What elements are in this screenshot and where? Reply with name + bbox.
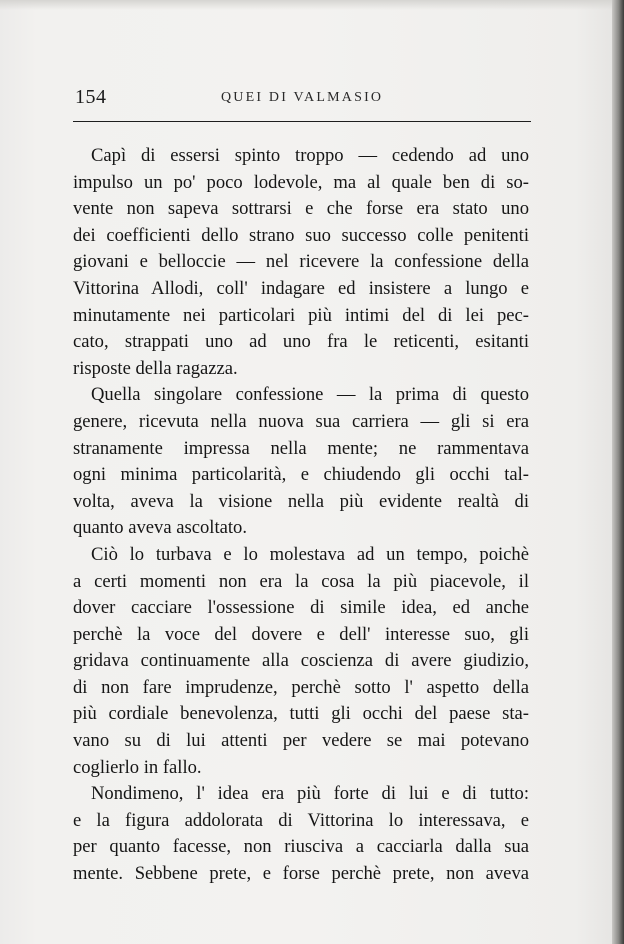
text-line: dover cacciare l'ossessione di simile idea, ed anche [73, 597, 529, 619]
text-line: gridava continuamente alla coscienza di avere giudizio, [73, 650, 529, 672]
text-line: volta, aveva la visione nella più evidente realtà di [73, 490, 529, 512]
page-header [75, 86, 529, 114]
page-edge-shadow [612, 0, 624, 944]
text-line: ogni minima particolarità, e chiudendo gli occhi tal- [73, 464, 529, 486]
text-line: stranamente impressa nella mente; ne rammentava [73, 437, 529, 459]
text-line: mente. Sebbene prete, e forse perchè prete, non aveva [73, 863, 529, 885]
body-text [73, 143, 529, 888]
text-line: di non fare imprudenze, perchè sotto l' aspetto della [73, 676, 529, 698]
page-top-shadow [0, 0, 612, 10]
text-line: impulso un po' poco lodevole, ma al quale ben di so- [73, 171, 529, 193]
text-line: cato, strappati uno ad uno fra le reticenti, esitanti [73, 331, 529, 353]
text-line: a certi momenti non era la cosa la più piacevole, il [73, 570, 529, 592]
text-line: genere, ricevuta nella nuova sua carriera — gli si era [73, 410, 529, 432]
text-line: Ciò lo turbava e lo molestava ad un tempo, poichè [91, 543, 529, 565]
text-line: risposte della ragazza. [73, 357, 238, 379]
text-line: e la figura addolorata di Vittorina lo interessava, e [73, 809, 529, 831]
text-line: perchè la voce del dovere e dell' interesse suo, gli [73, 623, 529, 645]
text-line: coglierlo in fallo. [73, 756, 202, 778]
text-line: quanto aveva ascoltato. [73, 517, 247, 539]
text-line: dei coefficienti dello strano suo successo colle penitenti [73, 224, 529, 246]
text-line: Vittorina Allodi, coll' indagare ed insistere a lungo e [73, 277, 529, 299]
text-line: Nondimeno, l' idea era più forte di lui e di tutto: [91, 783, 529, 805]
header-rule [73, 121, 531, 122]
text-line: per quanto facesse, non riusciva a cacciarla dalla sua [73, 836, 529, 858]
running-title: QUEI DI VALMASIO [221, 90, 384, 105]
text-line: Quella singolare confessione — la prima di questo [91, 384, 529, 406]
text-line: Capì di essersi spinto troppo — cedendo ad uno [91, 145, 529, 166]
text-line: più cordiale benevolenza, tutti gli occhi del paese sta- [73, 703, 529, 725]
text-line: vente non sapeva sottrarsi e che forse era stato uno [73, 198, 529, 220]
text-line: giovani e belloccie — nel ricevere la confessione della [73, 251, 529, 273]
text-line: vano su di lui attenti per vedere se mai potevano [73, 730, 529, 752]
text-line: minutamente nei particolari più intimi del di lei pec- [73, 304, 529, 326]
page-number: 154 [75, 86, 107, 108]
